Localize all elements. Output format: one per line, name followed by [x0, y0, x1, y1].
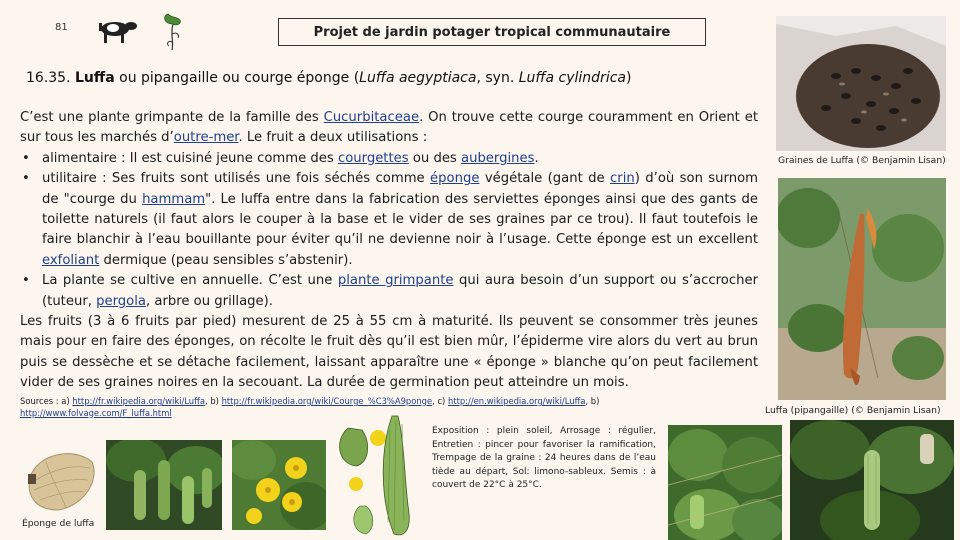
page-number: 81	[55, 22, 68, 33]
link-crin[interactable]: crin	[610, 171, 635, 187]
page-title: Projet de jardin potager tropical communautaire	[278, 18, 706, 46]
sources-sep: , c)	[432, 396, 448, 406]
link-aubergines[interactable]: aubergines	[461, 150, 535, 166]
luffa-flowers-photo	[232, 440, 326, 530]
luffa-botanical-illustration	[332, 410, 426, 540]
link-pergola[interactable]: pergola	[96, 293, 146, 309]
link-exfoliant[interactable]: exfoliant	[42, 252, 100, 268]
luffa-sponge-image	[22, 440, 100, 516]
link-hammam[interactable]: hammam	[142, 191, 206, 207]
heading-name: Luffa	[74, 70, 115, 86]
heading-number: 16.35.	[26, 70, 71, 86]
section-heading	[26, 70, 631, 86]
text-span: ) d’où son surnom de "courge du	[42, 171, 759, 207]
text-span: ou des	[408, 150, 461, 166]
heading-latin: Luffa aegyptiaca	[359, 70, 477, 86]
text-span: alimentaire : Il est cuisiné jeune comme des	[42, 150, 338, 166]
outro-paragraph: Les fruits (3 à 6 fruits par pied) mesurent de 25 à 55 cm à maturité. Ils peuvent se consommer très jeunes mais pour en faire des éponges, on récolte le fruit dès qu’il est bien mûr, l’épiderme vire alors du vert au brun puis se dessèche et se détache facilement, laissant apparaître une « éponge » blanche qu’on peut facilement vider de ses graines noires en la secouant. La durée de germination peut atteindre un mois.	[20, 314, 758, 391]
luffa-hanging-fruit-photo	[790, 420, 954, 540]
intro-paragraph	[20, 108, 758, 149]
sources-sep: , b)	[585, 396, 600, 406]
text-span: végétale (gant de	[479, 171, 611, 187]
link-outre-mer[interactable]: outre-mer	[173, 130, 239, 146]
text-span: .	[534, 150, 539, 166]
text-span: ". Le luffa entre dans la fabrication des serviettes éponges ainsi que des gants de toilette naturels (il faut alors le couper à la base et le vider de ses graines par ce trou). Il faut toutefois le faire blanchir à l’eau bouillante pour éviter qu’il ne devienne noir à l’usage. Cette éponge est un excellent	[42, 191, 758, 248]
exposition-text: Exposition : plein soleil, Arrosage : régulier, Entretien : pincer pour favoriser la ramification, Trempage de la graine : 24 heures dans de l’eau tiède au départ, Sol: limono-sableux. Semis : à couvert de 22°C à 25°C.	[432, 426, 656, 491]
heading-close: )	[625, 70, 632, 86]
cow-logo-icon	[95, 15, 140, 45]
source-link-a[interactable]: http://fr.wikipedia.org/wiki/Luffa	[72, 396, 206, 406]
text-span: , arbre ou grillage).	[145, 293, 273, 309]
luffa-vine-photo	[106, 440, 222, 530]
text-span: . Le fruit a deux utilisations :	[238, 130, 428, 146]
source-link-d[interactable]: http://www.folvage.com/F_luffa.html	[20, 407, 172, 418]
plant-caption: Luffa (pipangaille) (© Benjamin Lisan)	[765, 405, 941, 416]
plant-logo-icon	[158, 12, 188, 52]
body-text	[20, 108, 758, 394]
source-link-c[interactable]: http://en.wikipedia.org/wiki/Luffa	[447, 396, 586, 406]
link-eponge[interactable]: éponge	[430, 171, 480, 187]
list-item-food	[20, 149, 758, 169]
luffa-trellis-photo	[668, 425, 782, 540]
seeds-caption: Graines de Luffa (© Benjamin Lisan)	[778, 155, 946, 166]
heading-rest: ou pipangaille ou courge éponge (	[114, 70, 360, 86]
heading-latin2: Luffa cylindrica	[518, 70, 626, 86]
source-link-b[interactable]: http://fr.wikipedia.org/wiki/Courge_%C3%A9ponge	[221, 396, 433, 406]
sponge-caption: Éponge de luffa	[22, 518, 95, 529]
link-cucurbitaceae[interactable]: Cucurbitaceae	[323, 110, 420, 125]
luffa-plant-photo	[778, 178, 946, 400]
text-span: . On trouve cette courge couramment en Orient et sur tous les marchés d’	[20, 110, 758, 146]
list-item-utility	[20, 169, 758, 271]
heading-syn: , syn.	[476, 70, 519, 86]
uses-list	[20, 149, 758, 312]
text-span: utilitaire : Ses fruits sont utilisés une fois séchés comme	[42, 171, 431, 187]
text-span: dermique (peau sensibles s’abstenir).	[99, 252, 353, 268]
sources-sep: , b)	[205, 396, 222, 406]
sources-label: Sources : a)	[20, 396, 73, 406]
seeds-photo	[776, 16, 946, 151]
link-plante-grimpante[interactable]: plante grimpante	[337, 273, 454, 289]
text-span: La plante se cultive en annuelle. C’est une	[42, 273, 338, 289]
text-span: qui aura besoin d’un support ou s’accrocher (tuteur,	[42, 273, 758, 309]
link-courgettes[interactable]: courgettes	[337, 150, 409, 166]
list-item-cultivation	[20, 271, 758, 312]
text-span: C’est une plante grimpante de la famille des	[20, 110, 324, 125]
